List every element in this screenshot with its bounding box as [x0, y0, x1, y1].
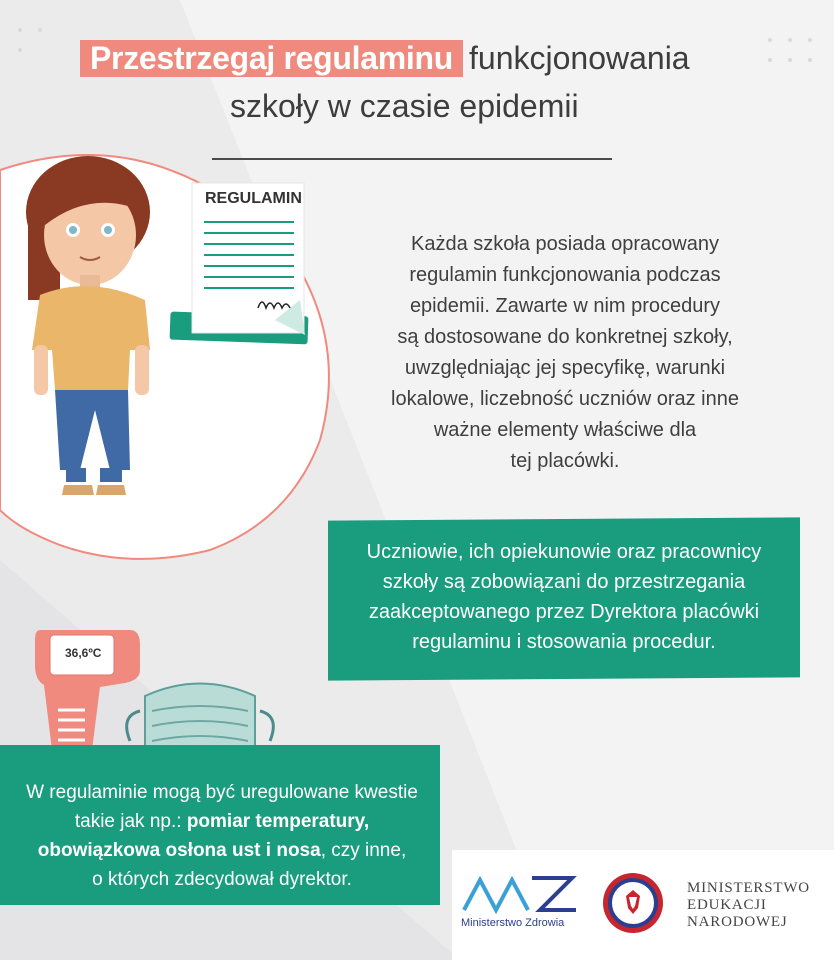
- men-line: NARODOWEJ: [687, 914, 788, 930]
- intro-line: tej placówki.: [510, 450, 620, 472]
- examples-post: , czy inne,: [320, 840, 407, 861]
- student-illustration: [0, 150, 340, 570]
- title-highlight: Przestrzegaj regulaminu: [80, 40, 463, 77]
- examples-text: [12, 778, 432, 894]
- examples-line: W regulaminie mogą być uregulowane kwestie: [26, 782, 418, 803]
- document-title: REGULAMIN: [205, 190, 302, 207]
- sanepid-emblem-icon: [602, 872, 664, 934]
- thermometer-reading: 36,6ºC: [65, 646, 102, 660]
- obligation-line: regulaminu i stosowania procedur.: [412, 631, 716, 653]
- page-title-line1: [80, 38, 690, 78]
- intro-line: Każda szkoła posiada opracowany: [411, 233, 719, 255]
- examples-pre: takie jak np.:: [74, 811, 187, 832]
- ministry-of-health-logo: [462, 870, 582, 916]
- intro-line: regulamin funkcjonowania podczas: [409, 264, 721, 286]
- intro-line: uwzględniając jej specyfikę, warunki: [404, 357, 726, 379]
- obligation-line: Uczniowie, ich opiekunowie oraz pracownicy: [366, 541, 762, 563]
- intro-line: ważne elementy właściwe dla: [433, 419, 697, 441]
- examples-bold-mask: obowiązkowa osłona ust i nosa: [37, 840, 321, 861]
- examples-box: [0, 745, 440, 905]
- intro-line: są dostosowane do konkretnej szkoły,: [397, 326, 733, 348]
- ministry-of-education-logo: [687, 880, 810, 931]
- obligation-text: [346, 537, 782, 657]
- examples-bold-temperature: pomiar temperatury,: [186, 811, 370, 832]
- ministry-of-health-label: Ministerstwo Zdrowia: [461, 917, 565, 929]
- men-line: MINISTERSTWO: [687, 880, 810, 896]
- obligation-box: [328, 517, 800, 680]
- page-title-line2: szkoły w czasie epidemii: [230, 88, 579, 124]
- intro-line: epidemii. Zawarte w nim procedury: [409, 295, 721, 317]
- obligation-line: szkoły są zobowiązani do przestrzegania: [382, 571, 746, 593]
- men-line: EDUKACJI: [687, 897, 767, 913]
- intro-line: lokalowe, liczebność uczniów oraz inne: [391, 388, 739, 410]
- title-rest: funkcjonowania: [469, 39, 690, 76]
- intro-paragraph: [380, 229, 750, 477]
- examples-line: o których zdecydował dyrektor.: [92, 869, 352, 890]
- obligation-line: zaakceptowanego przez Dyrektora placówki: [368, 601, 760, 623]
- examples-line: [12, 807, 432, 836]
- examples-line: [12, 836, 432, 865]
